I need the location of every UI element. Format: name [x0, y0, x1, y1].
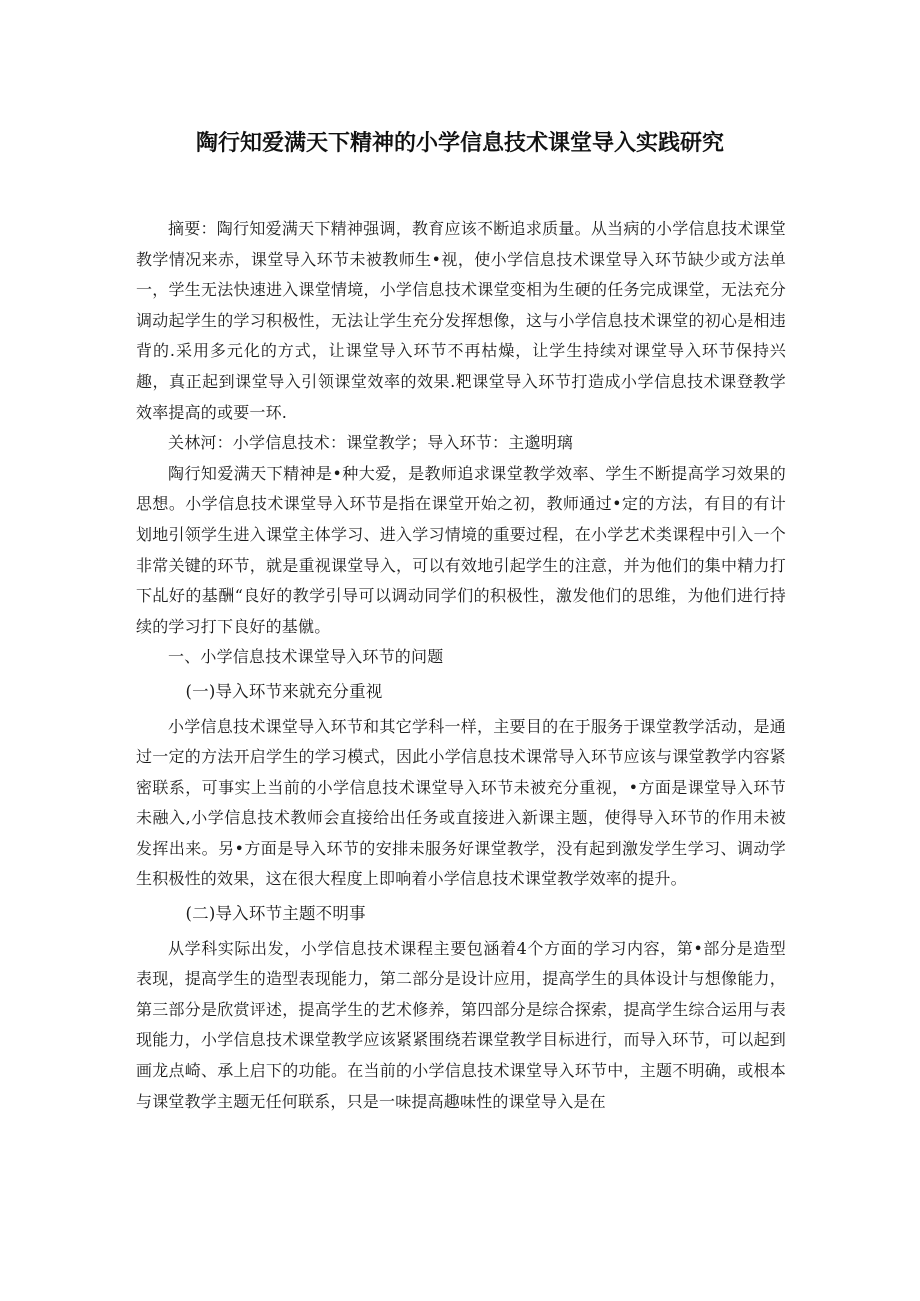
abstract-paragraph: 摘要：陶行知爱满天下精神强调，教育应该不断追求质量。从当病的小学信息技术课堂教学情况来赤，课堂导入环节未被教师生•视，使小学信息技术课堂导入环节缺少或方法单一，学生无法快速进入课堂情境，小学信息技术课堂变相为生硬的任务完成课堂，无法充分调动起学生的学习积极性，无法让学生充分发挥想像，这与小学信息技术课堂的初心是相违背的.采用多元化的方式，让课堂导入环节不再枯燥，让学生持续对课堂导入环节保持兴趣，真正起到课堂导入引领课堂效率的效果.粑课堂导入环节打造成小学信息技术课登教学效率提高的或要一环. — [136, 219, 786, 422]
subsection-1-paragraph: 小学信息技术课堂导入环节和其它学科一样，主要目的在于服务于课堂教学活动，是通过一定的方法开启学生的学习模式，因此小学信息技术课常导入环节应该与课堂教学内容紧密联系，可事实上当前的小学信息技术课堂导入环节未被充分重视，•方面是课堂导入环节未融入,小学信息技术教师会直接给出任务或直接进入新课主题，使得导入环节的作用未被发挥出来。另•方面是导入环节的安排未服务好课堂教学，没有起到激发学生学习、调动学生积极性的效果，这在很大程度上即响着小学信息技术课堂教学效率的提升。 — [136, 716, 786, 889]
document-title: 陶行知爱满天下精神的小学信息技术课堂导入实践研究 — [195, 131, 724, 156]
document-body — [136, 214, 786, 1117]
section-1-heading: 一、小学信息技术课堂导入环节的问题 — [168, 647, 444, 667]
subsection-1-heading: (一)导入环节来就充分重视 — [185, 681, 383, 701]
keywords-paragraph: 关林河：小学信息技术：课堂教学；导入环节：主邈明璃 — [168, 433, 574, 453]
subsection-2-heading: (二)导入环节主题不明事 — [185, 904, 366, 924]
subsection-2-paragraph: 从学科实际出发，小学信息技术课程主要包涵着4个方面的学习内容，第•部分是造型表现，提高学生的造型表现能力，第二部分是设计应用，提高学生的具体设计与想像能力，第三部分是欣赏评述，提高学生的艺术修养，第四部分是综合探索，提高学生综合运用与表现能力，小学信息技术课堂教学应该紧紧围绕若课堂教学目标进行，而导入环节，可以起到画龙点崎、承上启下的功能。在当前的小学信息技术课堂导入环节中，主题不明确，或根本与课堂教学主题无任何联系，只是一味提高趣味性的课堂导入是在 — [136, 938, 786, 1111]
intro-paragraph: 陶行知爱满天下精神是•种大爱，是教师追求课堂教学效率、学生不断提高学习效果的思想。小学信息技术课堂导入环节是指在课堂开始之初，教师通过•定的方法，有目的有计划地引领学生进入课堂主体学习、进入学习情境的重要过程，在小学艺术类课程中引入一个非常关键的环节，就是重视课堂导入，可以有效地引起学生的注意，并为他们的集中精力打下乩好的基酬“良好的教学引导可以调动同学们的积极性，激发他们的思维，为他们进行持续的学习打下良好的基僦。 — [136, 463, 786, 636]
